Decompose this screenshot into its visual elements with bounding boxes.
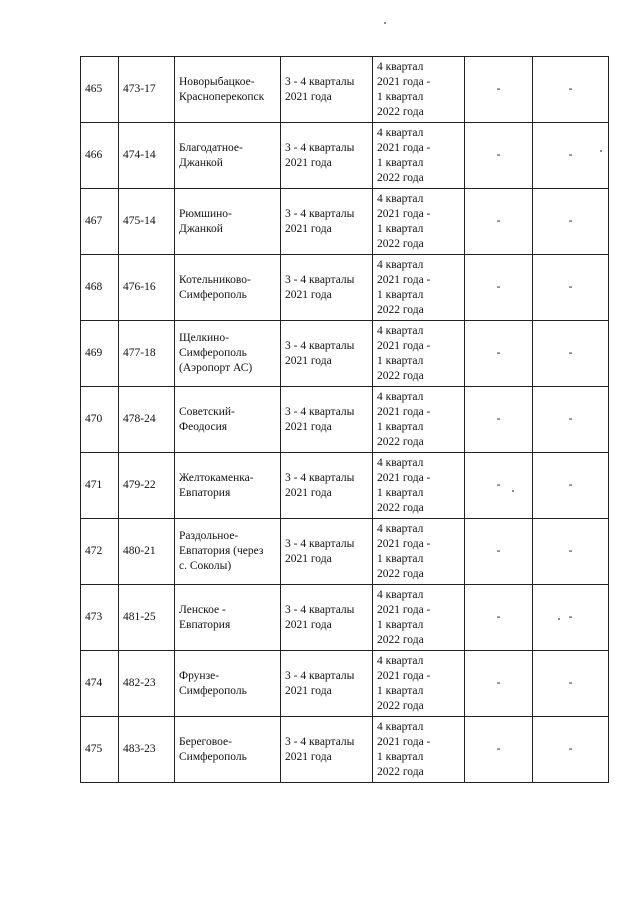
route-name-text: Котельниково- Симферополь [179, 273, 251, 301]
route-name [175, 717, 281, 783]
route-code [119, 321, 175, 387]
table-row [81, 321, 609, 387]
row-number-text: 470 [85, 413, 103, 425]
period-cell-text: 3 - 4 кварталы 2021 года [285, 669, 355, 697]
route-code-text: 474-14 [123, 149, 156, 161]
term-cell [373, 255, 465, 321]
column-a-value [465, 123, 533, 189]
table-row [81, 717, 609, 783]
period-cell [281, 651, 373, 717]
scan-speck [384, 22, 386, 24]
term-cell [373, 717, 465, 783]
route-name [175, 255, 281, 321]
column-b-value-text: - [568, 743, 573, 755]
route-code [119, 717, 175, 783]
route-name-text: Ленское - Евпатория [179, 603, 231, 631]
column-a-value [465, 189, 533, 255]
term-cell [373, 585, 465, 651]
row-number [81, 717, 119, 783]
route-code-text: 473-17 [123, 83, 156, 95]
term-cell [373, 321, 465, 387]
row-number-text: 472 [85, 545, 103, 557]
column-a-value-text: - [496, 677, 501, 689]
table-row [81, 255, 609, 321]
route-name-text: Щелкино- Симферополь (Аэропорт АС) [179, 332, 253, 374]
route-code [119, 651, 175, 717]
column-a-value [465, 255, 533, 321]
route-name-text: Рюмшино- Джанкой [179, 207, 232, 235]
route-code [119, 453, 175, 519]
period-cell [281, 57, 373, 123]
period-cell [281, 255, 373, 321]
term-cell-text: 4 квартал 2021 года - 1 квартал 2022 года [377, 654, 431, 712]
term-cell-text: 4 квартал 2021 года - 1 квартал 2022 года [377, 324, 431, 382]
column-b-value-text: - [568, 545, 573, 557]
column-b-value-text: - [568, 611, 573, 623]
column-a-value-text: - [496, 281, 501, 293]
term-cell [373, 519, 465, 585]
route-code [119, 123, 175, 189]
column-b-value-text: - [568, 413, 573, 425]
route-code-text: 475-14 [123, 215, 156, 227]
route-code [119, 519, 175, 585]
route-code-text: 477-18 [123, 347, 156, 359]
column-a-value-text: - [496, 611, 501, 623]
column-a-value-text: - [496, 347, 501, 359]
column-a-value-text: - [496, 545, 501, 557]
column-b-value [533, 519, 609, 585]
route-name [175, 453, 281, 519]
column-a-value [465, 57, 533, 123]
column-a-value-text: - [496, 215, 501, 227]
term-cell [373, 453, 465, 519]
period-cell [281, 585, 373, 651]
period-cell-text: 3 - 4 кварталы 2021 года [285, 471, 355, 499]
column-b-value [533, 453, 609, 519]
column-a-value-text: - [496, 743, 501, 755]
period-cell-text: 3 - 4 кварталы 2021 года [285, 75, 355, 103]
row-number-text: 473 [85, 611, 103, 623]
column-b-value-text: - [568, 215, 573, 227]
column-a-value [465, 519, 533, 585]
period-cell-text: 3 - 4 кварталы 2021 года [285, 207, 355, 235]
period-cell-text: 3 - 4 кварталы 2021 года [285, 141, 355, 169]
table-row [81, 123, 609, 189]
route-name-text: Раздольное- Евпатория (через с. Соколы) [179, 530, 264, 572]
table-row [81, 585, 609, 651]
table-body [81, 57, 609, 783]
route-name [175, 321, 281, 387]
term-cell [373, 189, 465, 255]
term-cell [373, 387, 465, 453]
term-cell [373, 651, 465, 717]
column-b-value-text: - [568, 677, 573, 689]
route-name [175, 189, 281, 255]
route-name [175, 651, 281, 717]
column-b-value [533, 123, 609, 189]
route-name [175, 585, 281, 651]
period-cell-text: 3 - 4 кварталы 2021 года [285, 405, 355, 433]
column-b-value [533, 189, 609, 255]
route-code-text: 483-23 [123, 743, 156, 755]
row-number-text: 468 [85, 281, 103, 293]
term-cell-text: 4 квартал 2021 года - 1 квартал 2022 года [377, 258, 431, 316]
term-cell-text: 4 квартал 2021 года - 1 квартал 2022 года [377, 390, 431, 448]
row-number-text: 474 [85, 677, 103, 689]
route-code-text: 480-21 [123, 545, 156, 557]
period-cell-text: 3 - 4 кварталы 2021 года [285, 339, 355, 367]
period-cell [281, 123, 373, 189]
period-cell [281, 189, 373, 255]
column-a-value-text: - [496, 413, 501, 425]
term-cell [373, 123, 465, 189]
row-number-text: 471 [85, 479, 103, 491]
table-row [81, 519, 609, 585]
route-code-text: 476-16 [123, 281, 156, 293]
route-name [175, 519, 281, 585]
row-number-text: 467 [85, 215, 103, 227]
term-cell [373, 57, 465, 123]
route-code-text: 478-24 [123, 413, 156, 425]
column-a-value [465, 651, 533, 717]
column-b-value [533, 585, 609, 651]
row-number [81, 57, 119, 123]
period-cell [281, 387, 373, 453]
route-name-text: Новорыбацкое- Красноперекопск [179, 75, 265, 103]
route-name-text: Желтокаменка- Евпатория [179, 471, 254, 499]
column-a-value [465, 717, 533, 783]
column-b-value [533, 57, 609, 123]
route-name [175, 57, 281, 123]
term-cell-text: 4 квартал 2021 года - 1 квартал 2022 года [377, 456, 431, 514]
column-a-value-text: - [496, 479, 501, 491]
table-row [81, 189, 609, 255]
row-number [81, 387, 119, 453]
column-a-value-text: - [496, 83, 501, 95]
table-row [81, 57, 609, 123]
route-schedule-table [80, 56, 609, 783]
term-cell-text: 4 квартал 2021 года - 1 квартал 2022 года [377, 60, 431, 118]
column-a-value [465, 453, 533, 519]
column-a-value [465, 585, 533, 651]
route-code-text: 482-23 [123, 677, 156, 689]
table-row [81, 651, 609, 717]
table-row [81, 453, 609, 519]
column-b-value-text: - [568, 479, 573, 491]
route-code [119, 255, 175, 321]
column-b-value [533, 651, 609, 717]
route-code [119, 57, 175, 123]
period-cell-text: 3 - 4 кварталы 2021 года [285, 273, 355, 301]
column-b-value [533, 717, 609, 783]
term-cell-text: 4 квартал 2021 года - 1 квартал 2022 года [377, 720, 431, 778]
period-cell [281, 717, 373, 783]
route-name-text: Благодатное- Джанкой [179, 141, 243, 169]
term-cell-text: 4 квартал 2021 года - 1 квартал 2022 года [377, 522, 431, 580]
row-number-text: 466 [85, 149, 103, 161]
row-number [81, 189, 119, 255]
period-cell [281, 321, 373, 387]
route-code [119, 387, 175, 453]
row-number [81, 519, 119, 585]
column-b-value-text: - [568, 281, 573, 293]
row-number-text: 469 [85, 347, 103, 359]
column-a-value-text: - [496, 149, 501, 161]
row-number [81, 255, 119, 321]
column-a-value [465, 387, 533, 453]
route-code-text: 479-22 [123, 479, 156, 491]
row-number-text: 475 [85, 743, 103, 755]
row-number [81, 651, 119, 717]
route-code [119, 585, 175, 651]
term-cell-text: 4 квартал 2021 года - 1 квартал 2022 года [377, 126, 431, 184]
column-b-value-text: - [568, 347, 573, 359]
column-b-value [533, 255, 609, 321]
period-cell-text: 3 - 4 кварталы 2021 года [285, 735, 355, 763]
term-cell-text: 4 квартал 2021 года - 1 квартал 2022 года [377, 192, 431, 250]
route-name-text: Береговое- Симферополь [179, 735, 247, 763]
column-b-value [533, 321, 609, 387]
row-number [81, 585, 119, 651]
term-cell-text: 4 квартал 2021 года - 1 квартал 2022 года [377, 588, 431, 646]
period-cell-text: 3 - 4 кварталы 2021 года [285, 603, 355, 631]
column-b-value-text: - [568, 149, 573, 161]
column-b-value-text: - [568, 83, 573, 95]
period-cell [281, 453, 373, 519]
row-number-text: 465 [85, 83, 103, 95]
route-code-text: 481-25 [123, 611, 156, 623]
column-b-value [533, 387, 609, 453]
row-number [81, 123, 119, 189]
table-row [81, 387, 609, 453]
row-number [81, 321, 119, 387]
route-name-text: Советский- Феодосия [179, 405, 235, 433]
period-cell [281, 519, 373, 585]
route-name [175, 123, 281, 189]
route-name [175, 387, 281, 453]
route-code [119, 189, 175, 255]
column-a-value [465, 321, 533, 387]
row-number [81, 453, 119, 519]
period-cell-text: 3 - 4 кварталы 2021 года [285, 537, 355, 565]
route-name-text: Фрунзе- Симферополь [179, 669, 247, 697]
